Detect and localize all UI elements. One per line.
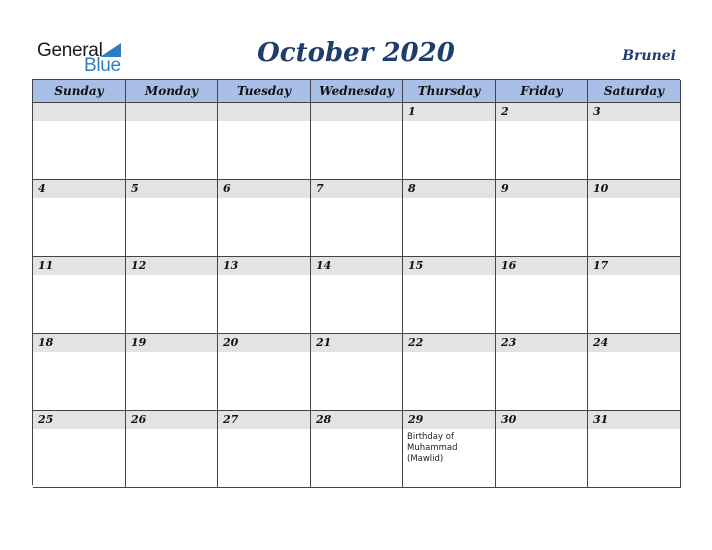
day-number: 2 xyxy=(501,105,509,118)
day-cell-23 xyxy=(496,334,588,411)
day-cell-10 xyxy=(588,180,681,257)
day-number: 17 xyxy=(593,259,609,272)
day-header-band xyxy=(126,103,217,121)
day-header-band xyxy=(218,103,310,121)
day-cell-14 xyxy=(311,257,403,334)
logo-text-general: General xyxy=(37,40,103,61)
empty-day-cell xyxy=(33,103,126,180)
day-number: 8 xyxy=(408,182,416,195)
day-cell-17 xyxy=(588,257,681,334)
day-number: 19 xyxy=(131,336,147,349)
day-cell-28 xyxy=(311,411,403,488)
day-cell-30 xyxy=(496,411,588,488)
holiday-event: Birthday of Muhammad (Mawlid) xyxy=(407,432,458,464)
day-header-band xyxy=(588,103,680,121)
day-header-band xyxy=(126,180,217,198)
day-header-band xyxy=(496,180,587,198)
day-cell-29 xyxy=(403,411,496,488)
day-number: 18 xyxy=(38,336,54,349)
day-number: 29 xyxy=(408,413,424,426)
day-number: 31 xyxy=(593,413,609,426)
day-number: 13 xyxy=(223,259,239,272)
weekday-header-sunday: Sunday xyxy=(33,80,126,103)
day-cell-4 xyxy=(33,180,126,257)
day-cell-24 xyxy=(588,334,681,411)
day-number: 14 xyxy=(316,259,332,272)
weekday-header-friday: Friday xyxy=(496,80,588,103)
day-cell-22 xyxy=(403,334,496,411)
day-number: 21 xyxy=(316,336,332,349)
day-number: 30 xyxy=(501,413,517,426)
calendar-title: October 2020 xyxy=(257,38,455,68)
day-number: 12 xyxy=(131,259,147,272)
day-cell-9 xyxy=(496,180,588,257)
day-cell-2 xyxy=(496,103,588,180)
day-number: 22 xyxy=(408,336,424,349)
day-cell-13 xyxy=(218,257,311,334)
day-cell-20 xyxy=(218,334,311,411)
day-number: 9 xyxy=(501,182,509,195)
day-cell-1 xyxy=(403,103,496,180)
calendar-grid xyxy=(32,79,680,485)
weekday-header-monday: Monday xyxy=(126,80,218,103)
day-cell-12 xyxy=(126,257,218,334)
day-number: 6 xyxy=(223,182,231,195)
day-number: 16 xyxy=(501,259,517,272)
day-number: 15 xyxy=(408,259,424,272)
day-header-band xyxy=(311,180,402,198)
day-number: 1 xyxy=(408,105,416,118)
day-number: 20 xyxy=(223,336,239,349)
day-cell-8 xyxy=(403,180,496,257)
empty-day-cell xyxy=(126,103,218,180)
day-cell-6 xyxy=(218,180,311,257)
weekday-header-wednesday: Wednesday xyxy=(311,80,403,103)
day-cell-18 xyxy=(33,334,126,411)
day-cell-31 xyxy=(588,411,681,488)
day-cell-15 xyxy=(403,257,496,334)
day-number: 3 xyxy=(593,105,601,118)
empty-day-cell xyxy=(311,103,403,180)
weekday-header-saturday: Saturday xyxy=(588,80,681,103)
day-cell-3 xyxy=(588,103,681,180)
day-number: 27 xyxy=(223,413,239,426)
day-header-band xyxy=(403,103,495,121)
day-header-band xyxy=(311,103,402,121)
day-header-band xyxy=(403,180,495,198)
day-number: 23 xyxy=(501,336,517,349)
day-number: 25 xyxy=(38,413,54,426)
day-cell-25 xyxy=(33,411,126,488)
day-number: 4 xyxy=(38,182,46,195)
weekday-header-tuesday: Tuesday xyxy=(218,80,311,103)
day-number: 24 xyxy=(593,336,609,349)
day-header-band xyxy=(218,180,310,198)
day-cell-26 xyxy=(126,411,218,488)
day-number: 5 xyxy=(131,182,139,195)
day-cell-19 xyxy=(126,334,218,411)
day-cell-7 xyxy=(311,180,403,257)
day-cell-11 xyxy=(33,257,126,334)
day-header-band xyxy=(33,180,125,198)
day-header-band xyxy=(496,103,587,121)
day-number: 28 xyxy=(316,413,332,426)
country-label: Brunei xyxy=(622,48,676,64)
day-cell-16 xyxy=(496,257,588,334)
day-number: 10 xyxy=(593,182,609,195)
day-number: 7 xyxy=(316,182,324,195)
day-number: 11 xyxy=(38,259,54,272)
day-number: 26 xyxy=(131,413,147,426)
empty-day-cell xyxy=(218,103,311,180)
day-header-band xyxy=(33,103,125,121)
weekday-header-thursday: Thursday xyxy=(403,80,496,103)
day-cell-21 xyxy=(311,334,403,411)
day-cell-5 xyxy=(126,180,218,257)
day-cell-27 xyxy=(218,411,311,488)
logo-text-blue: Blue xyxy=(84,55,121,76)
